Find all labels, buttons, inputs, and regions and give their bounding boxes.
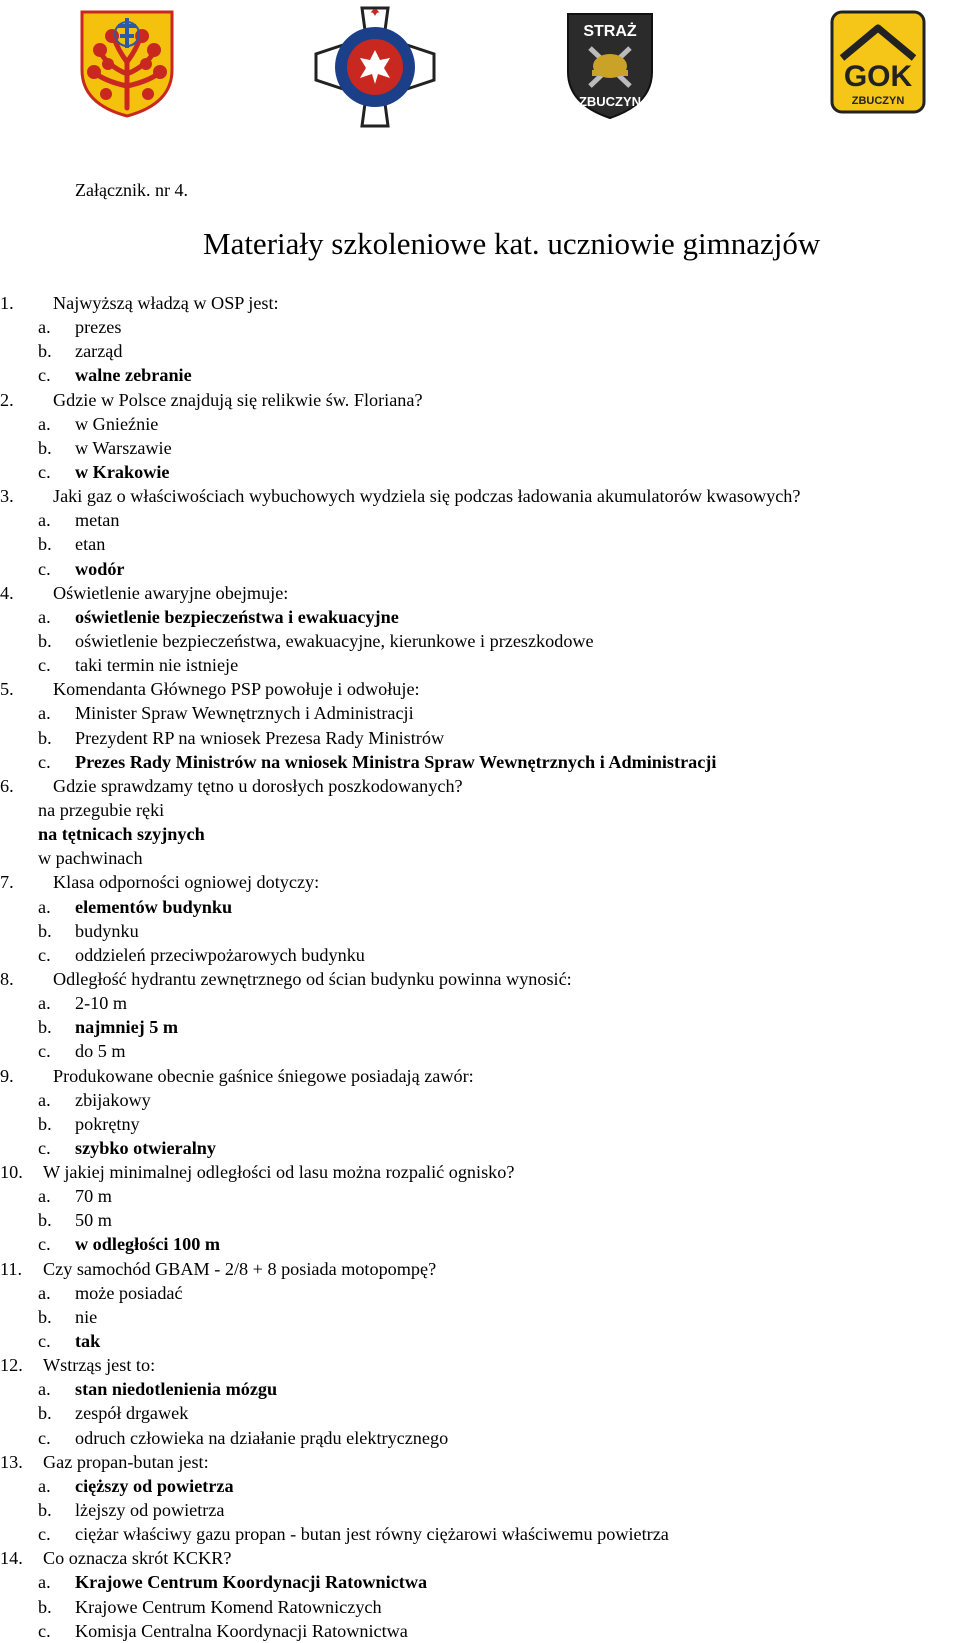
question <box>0 774 960 798</box>
answer-text: oddzieleń przeciwpożarowych budynku <box>75 944 365 965</box>
answer-letter: a. <box>38 317 51 338</box>
answer-option <box>0 339 960 363</box>
answer-letter: b. <box>38 920 52 941</box>
answer-option <box>0 557 960 581</box>
answer-option <box>0 895 960 919</box>
answer-text: oświetlenie bezpieczeństwa, ewakuacyjne, kierunkowe i przeszkodowe <box>75 630 594 651</box>
answer-text: lżejszy od powietrza <box>75 1500 225 1521</box>
correct-answer-text: szybko otwieralny <box>75 1137 216 1158</box>
attachment-label: Załącznik. nr 4. <box>75 180 188 200</box>
question-number: 8. <box>0 968 14 989</box>
answer-text: na przegubie ręki <box>38 799 165 820</box>
question <box>0 1064 960 1088</box>
correct-answer-text: walne zebranie <box>75 365 192 386</box>
question-number: 7. <box>0 872 14 893</box>
answer-letter: c. <box>38 655 51 676</box>
answer-letter: c. <box>38 944 51 965</box>
answer-text: Minister Spraw Wewnętrznych i Administracji <box>75 703 414 724</box>
answer-letter: a. <box>38 896 51 917</box>
question-number: 9. <box>0 1065 14 1086</box>
question <box>0 291 960 315</box>
answer-letter: c. <box>38 1331 51 1352</box>
answer-option <box>0 1474 960 1498</box>
answer-letter: c. <box>38 1234 51 1255</box>
answer-letter: b. <box>38 1306 52 1327</box>
answer-text: Komisja Centralna Koordynacji Ratownictwa <box>75 1620 408 1641</box>
correct-answer-text: oświetlenie bezpieczeństwa i ewakuacyjne <box>75 606 399 627</box>
helmet-axes-icon <box>560 8 660 120</box>
answer-option <box>0 1305 960 1329</box>
answer-option <box>0 605 960 629</box>
question <box>0 967 960 991</box>
answer-option <box>0 1208 960 1232</box>
answer-option <box>0 750 960 774</box>
answer-text: metan <box>75 510 120 531</box>
answer-option <box>0 1619 960 1643</box>
answer-option <box>0 1522 960 1546</box>
house-logo-icon <box>830 10 926 114</box>
fire-brigade-cross-icon <box>312 4 438 130</box>
answer-option <box>0 1112 960 1136</box>
correct-answer-text: najmniej 5 m <box>75 1017 179 1038</box>
zbuczyn-text: ZBUCZYN <box>578 94 642 109</box>
answer-letter: b. <box>38 341 52 362</box>
answer-letter: b. <box>38 630 52 651</box>
straz-text: STRAŻ <box>583 23 637 40</box>
answer-letter: a. <box>38 606 51 627</box>
question-number: 14. <box>0 1548 23 1569</box>
answer-text: prezes <box>75 317 122 338</box>
question <box>0 677 960 701</box>
answer-letter: a. <box>38 1282 51 1303</box>
answer-text: może posiadać <box>75 1282 183 1303</box>
answer-option <box>0 436 960 460</box>
correct-answer-text: stan niedotlenienia mózgu <box>75 1379 278 1400</box>
answer-letter: c. <box>38 1620 51 1641</box>
question-text: Gdzie w Polsce znajdują się relikwie św. Floriana? <box>53 389 423 410</box>
answer-option <box>0 1136 960 1160</box>
answer-letter: b. <box>38 437 52 458</box>
question-number: 12. <box>0 1355 23 1376</box>
answer-option <box>0 412 960 436</box>
answer-letter: a. <box>38 1379 51 1400</box>
answer-text: nie <box>75 1306 98 1327</box>
logos-row <box>0 8 960 118</box>
question-text: Czy samochód GBAM - 2/8 + 8 posiada motopompę? <box>43 1258 437 1279</box>
question-number: 1. <box>0 293 14 313</box>
question-number: 2. <box>0 389 14 410</box>
answer-letter: a. <box>38 1089 51 1110</box>
answer-text: pokrętny <box>75 1113 140 1134</box>
answer-text: do 5 m <box>75 1041 126 1062</box>
question <box>0 388 960 412</box>
page-title: Materiały szkoleniowe kat. uczniowie gimnazjów <box>203 226 821 261</box>
answer-text: zarząd <box>75 341 123 362</box>
answer-text: etan <box>75 534 106 555</box>
answer-option <box>0 1281 960 1305</box>
question-text: Gaz propan-butan jest: <box>43 1451 209 1472</box>
answer-option <box>0 1426 960 1450</box>
correct-answer-text: w odległości 100 m <box>75 1234 220 1255</box>
answer-option <box>0 1015 960 1039</box>
answer-letter: c. <box>38 1524 51 1545</box>
question-number: 3. <box>0 486 14 507</box>
answer-text: zespół drgawek <box>75 1403 189 1424</box>
answer-text: w Gnieźnie <box>75 413 159 434</box>
answer-option <box>0 943 960 967</box>
correct-answer-text: Prezes Rady Ministrów na wniosek Ministra Spraw Wewnętrznych i Administracji <box>75 751 717 772</box>
answer-option <box>0 991 960 1015</box>
question-number: 4. <box>0 582 14 603</box>
answer-letter: b. <box>38 1500 52 1521</box>
answer-letter: c. <box>38 751 51 772</box>
question <box>0 1353 960 1377</box>
answer-letter: c. <box>38 1041 51 1062</box>
answer-option <box>0 701 960 725</box>
answer-letter: c. <box>38 1137 51 1158</box>
answer-text: zbijakowy <box>75 1089 151 1110</box>
answer-letter: a. <box>38 993 51 1014</box>
answer-option <box>0 1570 960 1594</box>
correct-answer-text: Krajowe Centrum Koordynacji Ratownictwa <box>75 1572 428 1593</box>
answer-letter: a. <box>38 703 51 724</box>
answer-option <box>0 460 960 484</box>
answer-text: 2-10 m <box>75 993 128 1014</box>
answer-option <box>0 726 960 750</box>
answer-option <box>0 846 960 870</box>
question-text: Najwyższą władzą w OSP jest: <box>53 293 279 313</box>
answer-text: ciężar właściwy gazu propan - butan jest równy ciężarowi właściwemu powietrza <box>75 1524 669 1545</box>
answer-letter: b. <box>38 1210 52 1231</box>
question-text: Jaki gaz o właściwościach wybuchowych wydziela się podczas ładowania akumulatorów kwasowych? <box>53 486 801 507</box>
answer-option <box>0 508 960 532</box>
answer-option <box>0 1184 960 1208</box>
answer-text: taki termin nie istnieje <box>75 655 239 676</box>
correct-answer-text: na tętnicach szyjnych <box>38 824 205 845</box>
answer-option <box>0 1039 960 1063</box>
question-text: Odległość hydrantu zewnętrznego od ścian budynku powinna wynosić: <box>53 968 572 989</box>
answer-option <box>0 1595 960 1619</box>
answer-text: budynku <box>75 920 139 941</box>
answer-option <box>0 1377 960 1401</box>
correct-answer-text: wodór <box>75 558 125 579</box>
question-text: Klasa odporności ogniowej dotyczy: <box>53 872 320 893</box>
answer-letter: a. <box>38 1475 51 1496</box>
answer-letter: b. <box>38 727 52 748</box>
correct-answer-text: tak <box>75 1331 101 1352</box>
gok-sub-text: ZBUCZYN <box>851 95 905 107</box>
answer-option <box>0 629 960 653</box>
answer-option <box>0 1088 960 1112</box>
question-text: Komendanta Głównego PSP powołuje i odwołuje: <box>53 679 420 700</box>
question-number: 13. <box>0 1451 23 1472</box>
answer-option <box>0 1401 960 1425</box>
question <box>0 484 960 508</box>
question <box>0 581 960 605</box>
question-text: Oświetlenie awaryjne obejmuje: <box>53 582 289 603</box>
question-text: Gdzie sprawdzamy tętno u dorosłych poszkodowanych? <box>53 775 463 796</box>
answer-letter: c. <box>38 1427 51 1448</box>
answer-text: w Warszawie <box>75 437 172 458</box>
question-number: 11. <box>0 1258 23 1279</box>
answer-option <box>0 653 960 677</box>
correct-answer-text: elementów budynku <box>75 896 233 917</box>
answer-option <box>0 1329 960 1353</box>
question-number: 6. <box>0 775 14 796</box>
answer-letter: a. <box>38 413 51 434</box>
answer-letter: b. <box>38 1596 52 1617</box>
answer-option <box>0 532 960 556</box>
answer-letter: b. <box>38 534 52 555</box>
answer-option <box>0 1498 960 1522</box>
question <box>0 1546 960 1570</box>
question <box>0 870 960 894</box>
question <box>0 1257 960 1281</box>
answer-option <box>0 1232 960 1256</box>
coat-of-arms-icon <box>78 8 176 118</box>
answer-text: 70 m <box>75 1186 112 1207</box>
question-list <box>0 291 960 1643</box>
answer-text: w pachwinach <box>38 848 143 869</box>
answer-letter: b. <box>38 1017 52 1038</box>
answer-letter: a. <box>38 510 51 531</box>
question-number: 10. <box>0 1162 23 1183</box>
answer-letter: c. <box>38 461 51 482</box>
answer-text: odruch człowieka na działanie prądu elektrycznego <box>75 1427 449 1448</box>
answer-letter: c. <box>38 558 51 579</box>
answer-option <box>0 798 960 822</box>
question-text: Produkowane obecnie gaśnice śniegowe posiadają zawór: <box>53 1065 474 1086</box>
answer-option <box>0 315 960 339</box>
gok-text: GOK <box>843 60 913 93</box>
question <box>0 1160 960 1184</box>
answer-option <box>0 363 960 387</box>
answer-letter: b. <box>38 1113 52 1134</box>
question <box>0 1450 960 1474</box>
correct-answer-text: cięższy od powietrza <box>75 1475 234 1496</box>
question-text: Co oznacza skrót KCKR? <box>43 1548 232 1569</box>
answer-letter: c. <box>38 365 51 386</box>
answer-text: 50 m <box>75 1210 112 1231</box>
question-text: W jakiej minimalnej odległości od lasu można rozpalić ognisko? <box>43 1162 515 1183</box>
answer-option <box>0 919 960 943</box>
answer-letter: a. <box>38 1572 51 1593</box>
answer-text: Prezydent RP na wniosek Prezesa Rady Ministrów <box>75 727 445 748</box>
answer-letter: a. <box>38 1186 51 1207</box>
answer-letter: b. <box>38 1403 52 1424</box>
correct-answer-text: w Krakowie <box>75 461 170 482</box>
question-number: 5. <box>0 679 14 700</box>
question-text: Wstrząs jest to: <box>43 1355 156 1376</box>
answer-option <box>0 822 960 846</box>
answer-text: Krajowe Centrum Komend Ratowniczych <box>75 1596 382 1617</box>
